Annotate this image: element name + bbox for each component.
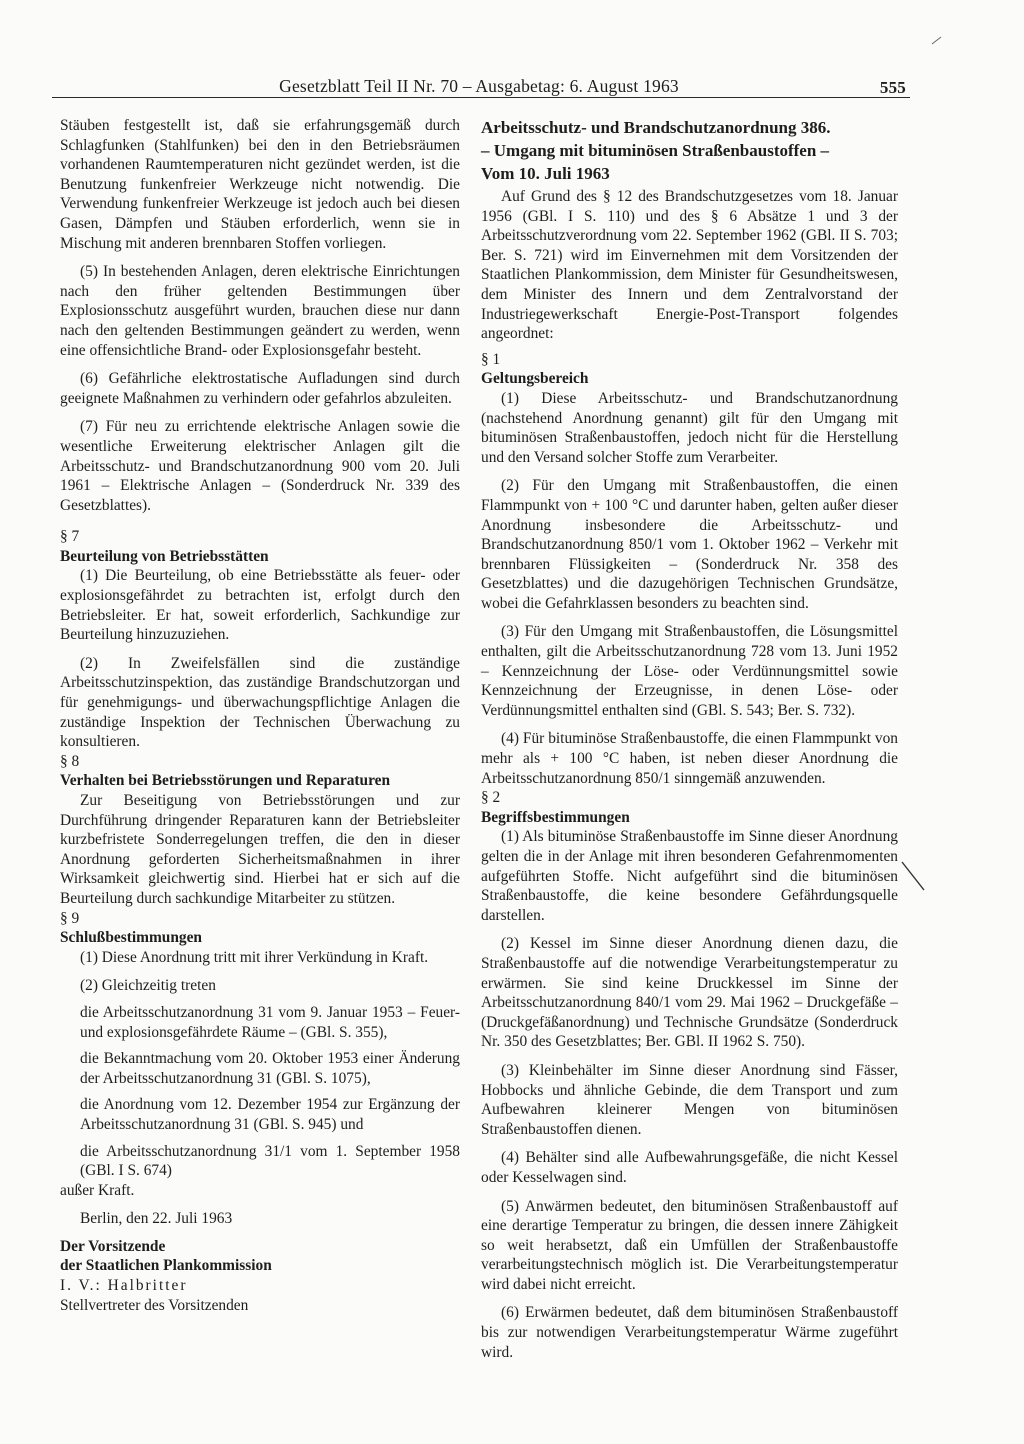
section-2-paragraph-6: (6) Erwärmen bedeutet, daß dem bituminösen Straßenbaustoff bis zur notwendigen Verarbeitungstemperatur Wärme zugeführt wird. — [481, 1304, 898, 1361]
place-date: Berlin, den 22. Juli 1963 — [80, 1210, 233, 1228]
section-1-number: § 1 — [481, 350, 501, 368]
ordinance-date: Vom 10. Juli 1963 — [481, 164, 610, 183]
section-7-number: § 7 — [60, 528, 80, 546]
paragraph-6: (6) Gefährliche elektrostatische Aufladungen sind durch geeignete Maßnahmen zu verhindern oder gefahrlos abzuleiten. — [60, 370, 460, 407]
section-2-paragraph-3: (3) Kleinbehälter im Sinne dieser Anordnung sind Fässer, Hobbocks und ähnliche Gebinde, die dem Transport und zum Aufbewahren kleinerer Mengen von bituminösen Straßenbaustoffen dienen. — [481, 1061, 898, 1138]
section-7-paragraph-1: (1) Die Beurteilung, ob eine Betriebsstätte als feuer- oder explosionsgefährdet zu betrachten ist, erfolgt durch den Betriebsleiter. Er hat, soweit erforderlich, Sachkundige zur Beurteilung hinzuzuziehen. — [60, 567, 460, 644]
section-7-title: Beurteilung von Betriebsstätten — [60, 547, 269, 565]
repeal-item-3: die Anordnung vom 12. Dezember 1954 zur Ergänzung der Arbeitsschutzanordnung 31 (GBl. S. 945) und — [80, 1096, 460, 1133]
section-9-paragraph-1: (1) Diese Anordnung tritt mit ihrer Verkündung in Kraft. — [80, 948, 429, 966]
preamble: Auf Grund des § 12 des Brandschutzgesetzes vom 18. Januar 1956 (GBl. I S. 110) und des § 6 Absätze 1 und 3 der Arbeitsschutzverordnung vom 22. September 1962 (GBl. II S. 703; Ber. S. 721) wird im Einvernehmen mit dem Vorsitzenden der Staatlichen Plankommission, dem Minister für Gesundheitswesen, dem Minister des Innern und dem Zentralvorstand der Industriegewerkschaft Energie-Post-Transport folgendes angeordnet: — [481, 188, 898, 343]
repeal-item-1: die Arbeitsschutzanordnung 31 vom 9. Januar 1953 – Feuer- und explosionsgefährdete Räume – (GBl. S. 355), — [80, 1003, 460, 1041]
section-1-title: Geltungsbereich — [481, 370, 589, 388]
paragraph-5: (5) In bestehenden Anlagen, deren elektrische Einrichtungen nach den früher geltenden Bestimmungen über Explosionsschutz ausgeführt wurden, brauchen diese nur dann nach den geltenden Bestimmungen geändert zu werden, wenn eine offensichtliche Brand- oder Explosionsgefahr besteht. — [60, 263, 460, 359]
ordinance-title-2: – Umgang mit bituminösen Straßenbaustoffen – — [481, 141, 830, 160]
section-2-number: § 2 — [481, 789, 501, 807]
section-2-paragraph-2: (2) Kessel im Sinne dieser Anordnung dienen dazu, die Straßenbaustoffe auf die notwendige Verarbeitungstemperatur zu erwärmen. Sie sind keine Druckkessel im Sinne der Arbeitsschutzanordnung 840/1 vom 29. Mai 1962 – Druckgefäße – (Druckgefäßanordnung) und Technische Grundsätze (Sonderdruck Nr. 350 des Gesetzblattes; Ber. GBl. II 1962 S. 750). — [481, 935, 898, 1051]
section-9-paragraph-2: (2) Gleichzeitig treten — [80, 977, 216, 995]
signature-line-1: Der Vorsitzende — [60, 1237, 166, 1255]
page-number: 555 — [879, 78, 906, 97]
paragraph-7: (7) Für neu zu errichtende elektrische Anlagen sowie die wesentliche Erweiterung elektrischer Anlagen gilt die Arbeitsschutz- und Brandschutzanordnung 900 vom 20. Juli 1961 – Elektrische Anlagen – (Sonderdruck Nr. 339 des Gesetzblattes). — [60, 418, 460, 514]
paragraph-intro: Stäuben festgestellt ist, daß sie erfahrungsgemäß durch Schlagfunken (Stahlfunken) bei den in den Betriebsräumen vorhandenen Raumtemperaturen nicht gezündet werden, ist die Benutzung funkenfreier Werkzeuge nicht notwendig. Die Verwendung funkenfreier Werkzeuge ist jedoch auch bei diesen Gasen, Dämpfen und Stäuben erforderlich, wenn sie in Mischung mit anderen brennbaren Stoffen vorliegen. — [60, 117, 460, 252]
section-8-number: § 8 — [60, 752, 80, 770]
section-9-number: § 9 — [60, 909, 80, 927]
section-8-title: Verhalten bei Betriebsstörungen und Reparaturen — [60, 772, 391, 790]
section-2-title: Begriffsbestimmungen — [481, 808, 630, 826]
repeal-end: außer Kraft. — [60, 1181, 135, 1199]
header-rule — [52, 97, 910, 98]
section-8-paragraph-1: Zur Beseitigung von Betriebsstörungen und zur Durchführung dringender Reparaturen kann der Betriebsleiter kurzbefristete Sonderregelungen treffen, die den in dieser Anordnung geforderten Sicherheitsmaßnahmen in ihrer Wirksamkeit gleichwertig sind. Hierbei hat er sich auf die Beurteilung durch sachkundige Mitarbeiter zu stützen. — [60, 792, 460, 907]
section-7-paragraph-2: (2) In Zweifelsfällen sind die zuständige Arbeitsschutzinspektion, das zuständige Brandschutzorgan und für genehmigungs- und überwachungspflichtige Anlagen die zuständige Inspektion der Technischen Überwachung zu konsultieren. — [60, 654, 460, 751]
margin-mark-stroke — [900, 860, 928, 894]
section-2-paragraph-4: (4) Behälter sind alle Aufbewahrungsgefäße, die nicht Kessel oder Kesselwagen sind. — [481, 1149, 898, 1186]
signature-line-2: der Staatlichen Plankommission — [60, 1257, 272, 1275]
section-2-paragraph-1: (1) Als bituminöse Straßenbaustoffe im Sinne dieser Anordnung gelten die in der Anlage mit ihren besonderen Gefahrenmomenten aufgeführten Stoffe. Nicht aufgeführt sind die bituminösen Straßenbaustoffe, die keine besondere Gefährdungsquelle darstellen. — [481, 828, 898, 924]
section-1-paragraph-3: (3) Für den Umgang mit Straßenbaustoffen, die Lösungsmittel enthalten, gilt die Arbeitsschutzanordnung 728 vom 13. Juni 1952 – Kennzeichnung der Löse- oder Verdünnungsmittel sowie Kennzeichnung der Erzeugnisse, in denen Löse- oder Verdünnungsmittel enthalten sind (GBl. S. 543; Ber. S. 732). — [481, 623, 898, 719]
section-1-paragraph-1: (1) Diese Arbeitsschutz- und Brandschutzanordnung (nachstehend Anordnung genannt) gilt für den Umgang mit bituminösen Straßenbaustoffen, jedoch nicht für die Herstellung und den Versand solcher Stoffe zum Verarbeiter. — [481, 389, 898, 466]
section-1-paragraph-4: (4) Für bituminöse Straßenbaustoffe, die einen Flammpunkt von mehr als + 100 °C haben, ist neben dieser Anordnung die Arbeitsschutzanordnung 850/1 sinngemäß anzuwenden. — [481, 730, 898, 787]
header-title: Gesetzblatt Teil II Nr. 70 – Ausgabetag: 6. August 1963 — [279, 76, 679, 96]
left-column — [60, 116, 460, 1315]
signature-line-3: I. V.: Halbritter — [60, 1277, 188, 1295]
corner-mark — [930, 34, 944, 46]
section-9-title: Schlußbestimmungen — [60, 929, 202, 947]
section-1-paragraph-2: (2) Für den Umgang mit Straßenbaustoffen, die einen Flammpunkt von + 100 °C und darunter haben, gelten außer dieser Anordnung insbesondere die Arbeitsschutz- und Brandschutzanordnung 850/1 vom 1. Oktober 1962 – Verkehr mit brennbaren Flüssigkeiten – (Sonderdruck Nr. 358 des Gesetzblattes) und die dazugehörigen Technischen Grundsätze, wobei die Gefahrklassen besonders zu beachten sind. — [481, 477, 898, 612]
ordinance-title-1: Arbeitsschutz- und Brandschutzanordnung 386. — [481, 118, 831, 137]
repeal-item-4: die Arbeitsschutzanordnung 31/1 vom 1. September 1958 (GBl. I S. 674) — [80, 1142, 460, 1180]
right-column — [481, 116, 898, 1362]
section-2-paragraph-5: (5) Anwärmen bedeutet, den bituminösen Straßenbaustoff auf eine derartige Temperatur zu bringen, die dessen innere Zähigkeit so weit herabsetzt, daß ein Umfüllen der Straßenbaustoffe verarbeitungstechnisch möglich ist. Die Verarbeitungstemperatur wird dabei nicht erreicht. — [481, 1197, 898, 1293]
signature-line-4: Stellvertreter des Vorsitzenden — [60, 1296, 249, 1314]
repeal-item-2: die Bekanntmachung vom 20. Oktober 1953 einer Änderung der Arbeitsschutzanordnung 31 (GBl. S. 1075), — [80, 1050, 460, 1087]
